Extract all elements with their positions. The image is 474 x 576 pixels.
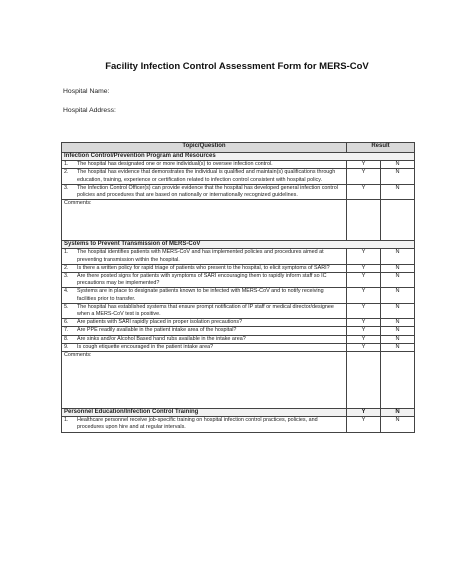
question-number: 3. [64,184,69,191]
hospital-name-label: Hospital Name: [63,88,110,95]
question-cell [62,161,347,169]
yes-option[interactable]: Y [347,184,381,199]
question-text: Healthcare personnel receive job-specific training on hospital infection control practices, policies, and procedures upon hire and at regular intervals. [77,417,318,431]
table-row [62,417,415,432]
empty-cell [347,200,381,241]
table-row [62,184,415,199]
question-text: Are PPE readily available in the patient intake area of the hospital? [77,327,237,334]
question-number: 1. [64,417,69,424]
comments-field[interactable]: Comments: [62,352,347,409]
section-row [62,409,415,417]
no-option[interactable]: N [381,161,415,169]
table-row [62,343,415,351]
table-row [62,319,415,327]
question-number: 9. [64,343,69,350]
question-text: Is there a written policy for rapid triage of patients who present to the hospital, to elicit symptoms of SARI? [77,264,330,271]
table-row [62,273,415,288]
question-text: The Infection Control Officer(s) can provide evidence that the hospital has developed general infection control policies and procedures that are based on nationally or internationally recognized guidelines. [77,184,338,199]
question-text: Are patients with SARI rapidly placed in proper isolation precautions? [77,319,243,326]
comments-row [62,352,415,409]
yes-option[interactable]: Y [347,303,381,318]
no-option[interactable]: N [381,169,415,184]
yes-option[interactable]: Y [347,161,381,169]
yes-option[interactable]: Y [347,169,381,184]
table-row [62,249,415,264]
question-number: 4. [64,288,69,295]
no-option[interactable]: N [381,319,415,327]
hospital-address-label: Hospital Address: [63,107,116,114]
topic-header: Topic/Question [62,143,347,153]
no-option[interactable]: N [381,249,415,264]
question-cell [62,249,347,264]
question-cell [62,327,347,335]
no-option[interactable]: N [381,335,415,343]
table-row [62,264,415,272]
yes-option[interactable]: Y [347,319,381,327]
yes-option[interactable]: Y [347,264,381,272]
question-text: Is cough etiquette encouraged in the patient intake area? [77,343,214,350]
comments-row [62,200,415,241]
question-text: Are there posted signs for patients with symptoms of SARI encouraging them to rapidly inform staff so IC precautions may be implemented? [77,273,327,287]
question-number: 1. [64,161,69,168]
question-text: Systems are in place to designate patients known to be infected with MERS-CoV and to notify receiving facilities prior to transfer. [77,288,324,302]
no-option[interactable]: N [381,303,415,318]
assessment-table [61,142,415,433]
no-option[interactable]: N [381,343,415,351]
yes-option[interactable]: Y [347,249,381,264]
question-cell [62,335,347,343]
question-number: 1. [64,249,69,256]
yes-option[interactable]: Y [347,417,381,432]
table-row [62,327,415,335]
no-option[interactable]: N [381,273,415,288]
yes-option[interactable]: Y [347,273,381,288]
section-title: Infection Control/Prevention Program and Resources [62,153,415,161]
question-number: 3. [64,273,69,280]
question-number: 2. [64,169,69,176]
question-number: 6. [64,319,69,326]
question-text: The hospital has established systems that ensure prompt notification of IP staff or medical director/designee when a MERS-CoV test is positive. [77,303,334,318]
yes-option[interactable]: Y [347,327,381,335]
empty-cell [347,352,381,409]
no-option[interactable]: N [381,288,415,303]
table-row [62,288,415,303]
question-cell [62,288,347,303]
yes-option[interactable]: Y [347,288,381,303]
table-row [62,303,415,318]
empty-cell [381,200,415,241]
table-row [62,335,415,343]
section-title: Systems to Prevent Transmission of MERS-CoV [62,241,415,249]
comments-field[interactable]: Comments: [62,200,347,241]
yes-option[interactable]: Y [347,409,381,417]
question-text: Are sinks and/or Alcohol Based hand rubs available in the intake area? [77,335,246,342]
question-cell [62,343,347,351]
question-cell [62,264,347,272]
section-row [62,153,415,161]
question-cell [62,319,347,327]
table-row [62,161,415,169]
question-text: The hospital has evidence that demonstrates the individual is qualified and maintain(s) qualifications through education, training, experience or certification related to infection control consistent with hospital policy. [77,169,336,183]
question-cell [62,417,347,432]
yes-option[interactable]: Y [347,335,381,343]
table-header-row [62,143,415,153]
no-option[interactable]: N [381,184,415,199]
section-title: Personnel Education/Infection Control Training [62,409,347,417]
question-cell [62,169,347,184]
question-cell [62,184,347,199]
no-option[interactable]: N [381,409,415,417]
question-text: The hospital identifies patients with MERS-CoV and has implemented policies and procedures aimed at preventing transmission within the hospital. [77,249,324,263]
question-number: 5. [64,303,69,310]
question-cell [62,273,347,288]
form-title: Facility Infection Control Assessment Form for MERS-CoV [105,61,369,72]
no-option[interactable]: N [381,417,415,432]
empty-cell [381,352,415,409]
question-cell [62,303,347,318]
question-number: 7. [64,327,69,334]
table-row [62,169,415,184]
no-option[interactable]: N [381,264,415,272]
question-number: 8. [64,335,69,342]
question-number: 2. [64,264,69,271]
result-header: Result [347,143,415,153]
section-row [62,241,415,249]
no-option[interactable]: N [381,327,415,335]
question-text: The hospital has designated one or more individual(s) to oversee infection control. [77,161,273,168]
yes-option[interactable]: Y [347,343,381,351]
